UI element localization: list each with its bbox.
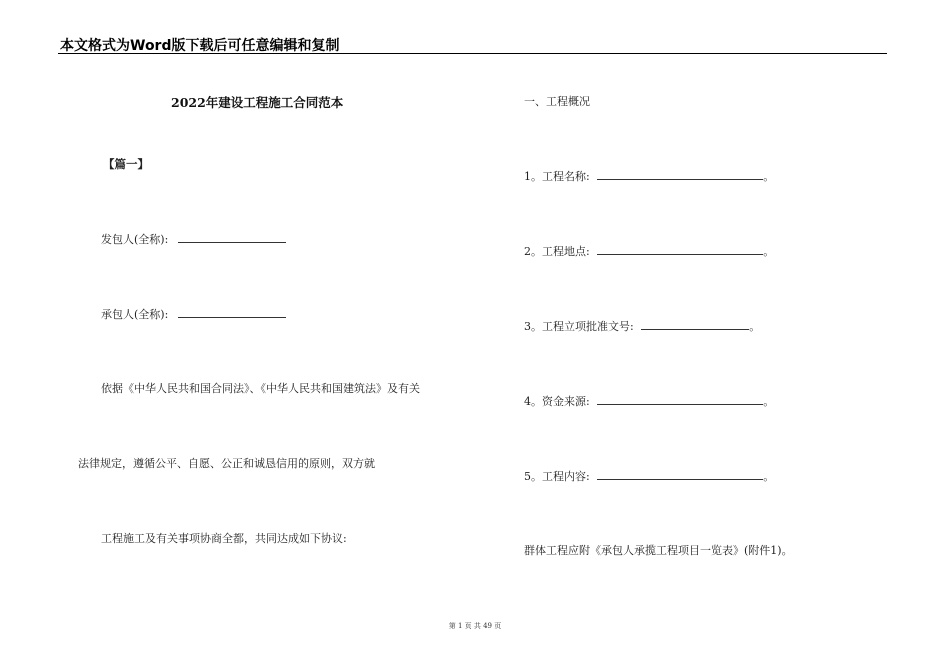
- item-approval-number-suffix: 。: [749, 320, 761, 333]
- group-project-note: 群体工程应附《承包人承揽工程项目一览表》(附件1)。: [524, 544, 793, 557]
- item-project-location-suffix: 。: [763, 245, 775, 258]
- item-project-name-blank: [597, 168, 763, 180]
- item-fund-source-label: 4。资金来源:: [524, 395, 590, 408]
- paragraph-line-1: 依据《中华人民共和国合同法》、《中华人民共和国建筑法》及有关: [101, 382, 420, 395]
- item-approval-number: [524, 318, 760, 334]
- section-mark: 【篇一】: [103, 157, 149, 171]
- employer-label: 发包人(全称):: [101, 233, 169, 246]
- paragraph-line-3: 工程施工及有关事项协商全都，共同达成如下协议:: [101, 532, 347, 545]
- document-title: 2022年建设工程施工合同范本: [171, 95, 344, 110]
- item-project-location-label: 2。工程地点:: [524, 245, 590, 258]
- employer-line: [101, 231, 286, 247]
- item-project-content: [524, 468, 774, 484]
- item-project-name: [524, 168, 774, 184]
- item-project-name-suffix: 。: [763, 170, 775, 183]
- page-number: 第 1 页 共 49 页: [448, 622, 502, 630]
- item-approval-number-label: 3。工程立项批准文号:: [524, 320, 634, 333]
- item-fund-source-suffix: 。: [763, 395, 775, 408]
- contractor-blank: [178, 306, 286, 318]
- item-project-location-blank: [597, 243, 763, 255]
- paragraph-line-2: 法律规定，遵循公平、自愿、公正和诚恳信用的原则，双方就: [78, 457, 375, 470]
- item-project-content-label: 5。工程内容:: [524, 470, 590, 483]
- item-project-content-suffix: 。: [763, 470, 775, 483]
- item-project-name-label: 1。工程名称:: [524, 170, 590, 183]
- document-header: [58, 34, 887, 54]
- contractor-line: [101, 306, 286, 322]
- item-project-content-blank: [597, 468, 763, 480]
- item-approval-number-blank: [641, 318, 749, 330]
- item-fund-source-blank: [597, 393, 763, 405]
- header-text: 本文格式为Word版下载后可任意编辑和复制: [60, 38, 340, 54]
- section-heading: 一、工程概况: [524, 95, 590, 108]
- employer-blank: [178, 231, 286, 243]
- item-project-location: [524, 243, 774, 259]
- item-fund-source: [524, 393, 774, 409]
- contractor-label: 承包人(全称):: [101, 308, 169, 321]
